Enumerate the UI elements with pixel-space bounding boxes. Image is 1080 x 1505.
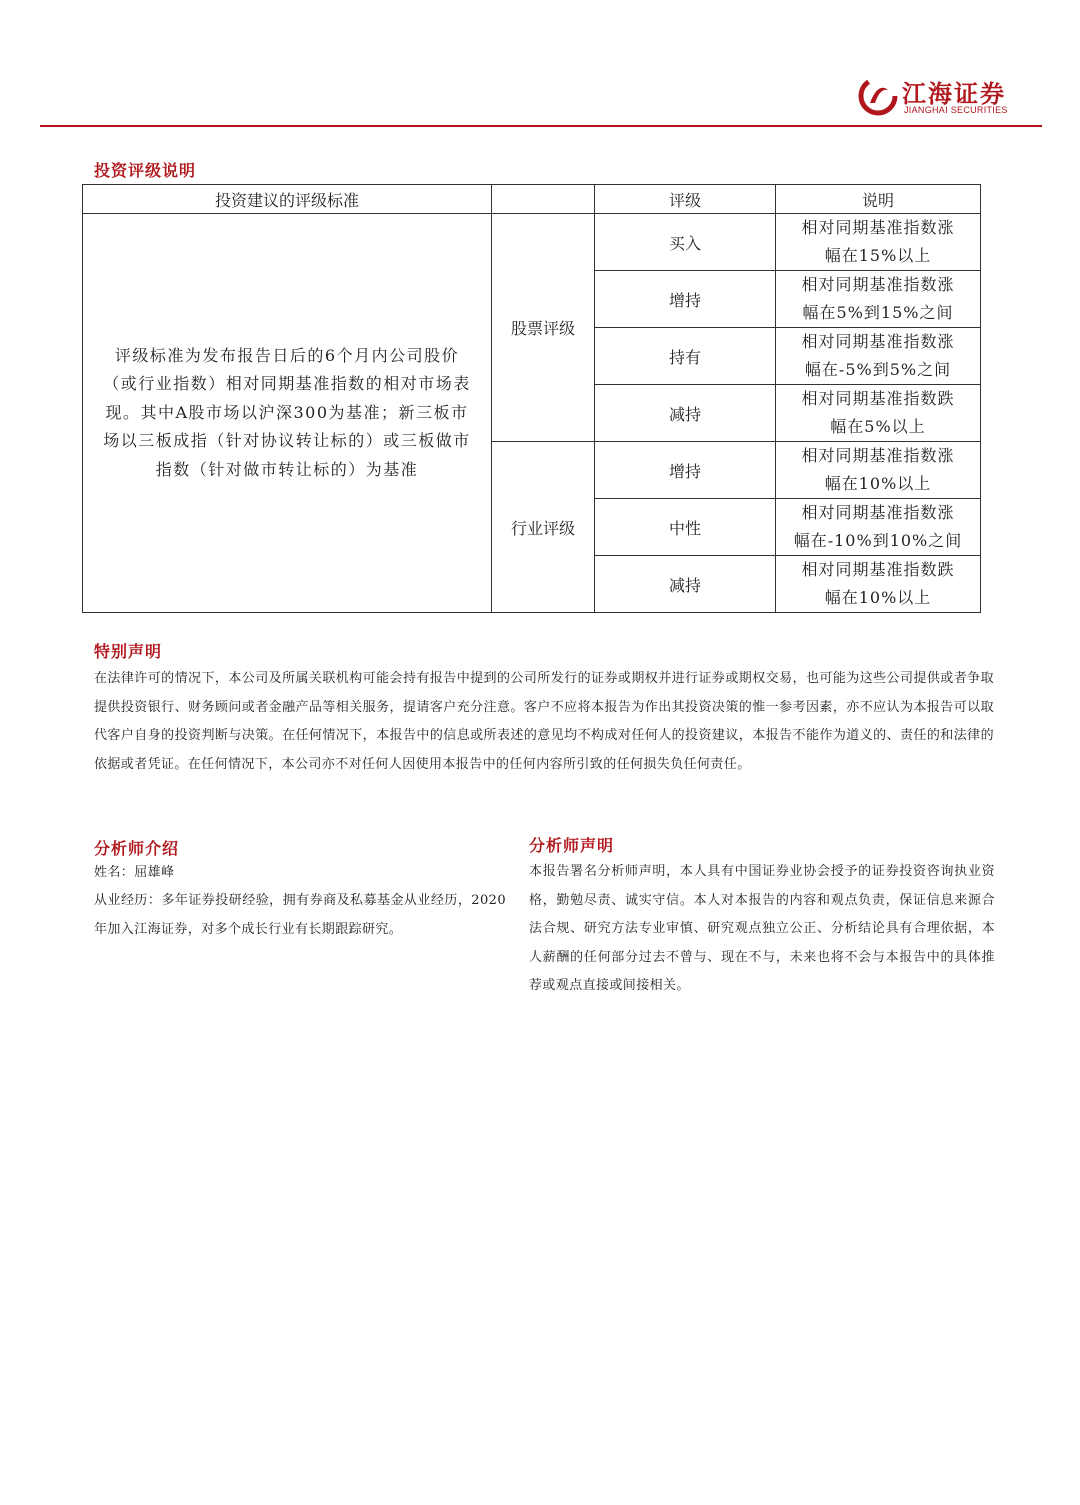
rating-cell: 增持: [595, 271, 776, 328]
rating-description: 相对同期基准指数涨 幅在10%以上: [776, 442, 981, 499]
stock-rating-label: 股票评级: [492, 214, 595, 442]
rating-cell: 持有: [595, 328, 776, 385]
company-logo: [858, 72, 1018, 118]
rating-description: 相对同期基准指数涨 幅在-5%到5%之间: [776, 328, 981, 385]
header-standard: 投资建议的评级标准: [83, 185, 492, 214]
analyst-statement-body: 本报告署名分析师声明，本人具有中国证券业协会授予的证券投资咨询执业资格，勤勉尽责、诚实守信。本人对本报告的内容和观点负责，保证信息来源合法合规、研究方法专业审慎、研究观点独立公正、分析结论具有合理依据，本人薪酬的任何部分过去不曾与、现在不与，未来也将不会与本报告中的具体推荐或观点直接或间接相关。: [529, 864, 995, 993]
rating-table: [82, 184, 981, 613]
rating-section-title: 投资评级说明: [94, 161, 197, 180]
table-row: [83, 214, 981, 271]
rating-cell: 增持: [595, 442, 776, 499]
analyst-experience: 从业经历：多年证券投研经验，拥有券商及私募基金从业经历，2020年加入江海证券，对多个成长行业有长期跟踪研究。: [94, 893, 506, 937]
special-statement-title: 特别声明: [94, 642, 163, 661]
rating-description: 相对同期基准指数涨 幅在15%以上: [776, 214, 981, 271]
logo-swirl-icon: [858, 76, 898, 116]
logo-text-en: JIANGHAI SECURITIES: [904, 105, 1008, 115]
rating-description: 相对同期基准指数跌 幅在5%以上: [776, 385, 981, 442]
header-empty: [492, 185, 595, 214]
analyst-statement-title: 分析师声明: [529, 836, 615, 855]
rating-cell: 买入: [595, 214, 776, 271]
header-description: 说明: [776, 185, 981, 214]
header-divider: [40, 125, 1042, 127]
rating-description: 相对同期基准指数涨 幅在5%到15%之间: [776, 271, 981, 328]
rating-description: 相对同期基准指数跌 幅在10%以上: [776, 556, 981, 613]
analyst-name: 姓名：屈雄峰: [94, 865, 175, 880]
special-statement-body: 在法律许可的情况下，本公司及所属关联机构可能会持有报告中提到的公司所发行的证券或期权并进行证券或期权交易，也可能为这些公司提供或者争取提供投资银行、财务顾问或者金融产品等相关服务，提请客户充分注意。客户不应将本报告为作出其投资决策的惟一参考因素，亦不应认为本报告可以取代客户自身的投资判断与决策。在任何情况下，本报告中的信息或所表述的意见均不构成对任何人的投资建议，本报告不能作为道义的、责任的和法律的依据或者凭证。在任何情况下，本公司亦不对任何人因使用本报告中的任何内容所引致的任何损失负任何责任。: [94, 671, 994, 772]
rating-cell: 减持: [595, 385, 776, 442]
industry-rating-label: 行业评级: [492, 442, 595, 613]
logo-text-cn: 江海证券: [902, 80, 1006, 108]
analyst-intro-title: 分析师介绍: [94, 839, 180, 858]
rating-table-header: [83, 185, 981, 214]
header-rating: 评级: [595, 185, 776, 214]
rating-standard-text: 评级标准为发布报告日后的6个月内公司股价（或行业指数）相对同期基准指数的相对市场表现。其中A股市场以沪深300为基准；新三板市场以三板成指（针对协议转让标的）或三板做市指数（针对做市转让标的）为基准: [83, 214, 492, 613]
rating-cell: 中性: [595, 499, 776, 556]
rating-cell: 减持: [595, 556, 776, 613]
rating-description: 相对同期基准指数涨 幅在-10%到10%之间: [776, 499, 981, 556]
